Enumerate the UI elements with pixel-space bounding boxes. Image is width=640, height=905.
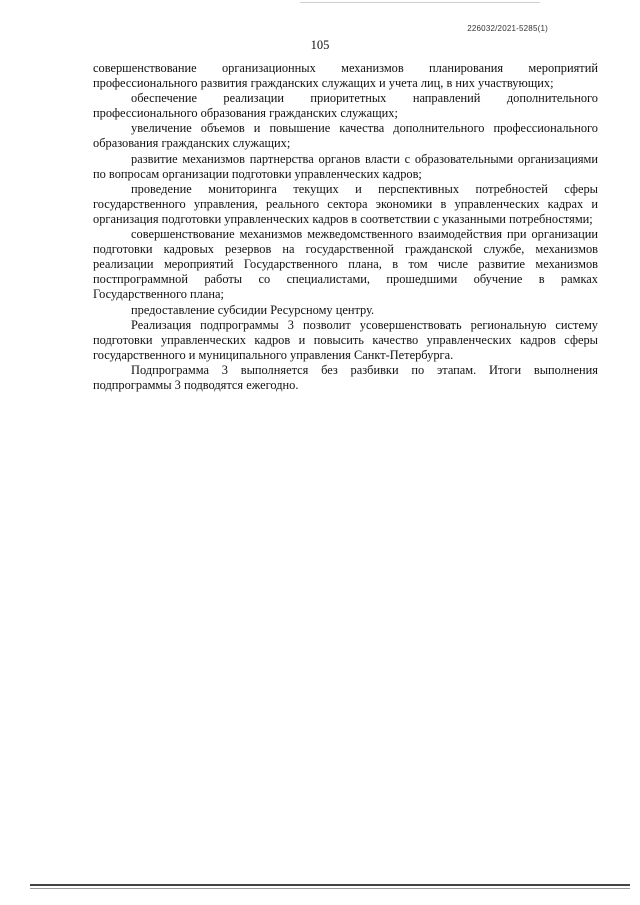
paragraph: развитие механизмов партнерства органов власти с образовательными организациями по вопросам организации подготовки управленческих кадров;: [93, 151, 598, 181]
scan-bottom-edge: [30, 884, 630, 886]
document-id: 226032/2021-5285(1): [467, 24, 548, 33]
paragraph: совершенствование механизмов межведомственного взаимодействия при организации подготовки кадровых резервов на государственной гражданской службе, механизмов реализации мероприятий Государственного плана, в том числе развитие механизмов постпрограммной работы со специалистами, прошедшими обучение в рамках Государственного плана;: [93, 227, 598, 302]
scan-top-edge: [300, 2, 540, 3]
paragraph: обеспечение реализации приоритетных направлений дополнительного профессионального образования гражданских служащих;: [93, 91, 598, 121]
paragraph: совершенствование организационных механизмов планирования мероприятий профессионального развития гражданских служащих и учета лиц, в них участвующих;: [93, 61, 598, 91]
paragraph: проведение мониторинга текущих и перспективных потребностей сферы государственного управления, реального сектора экономики в управленческих кадрах и организация подготовки управленческих кадров в соответствии с указанными потребностями;: [93, 181, 598, 226]
document-body: [93, 61, 598, 393]
paragraph: предоставление субсидии Ресурсному центру.: [131, 302, 375, 317]
paragraph: Подпрограмма 3 выполняется без разбивки по этапам. Итоги выполнения подпрограммы 3 подводятся ежегодно.: [93, 362, 598, 392]
paragraph: Реализация подпрограммы 3 позволит усовершенствовать региональную систему подготовки управленческих кадров и повысить качество управленческих кадров сферы государственного и муниципального управления Санкт-Петербурга.: [93, 317, 598, 362]
scan-bottom-edge-shadow: [30, 888, 630, 889]
paragraph: увеличение объемов и повышение качества дополнительного профессионального образования гражданских служащих;: [93, 121, 598, 151]
page-number: 105: [310, 38, 330, 52]
